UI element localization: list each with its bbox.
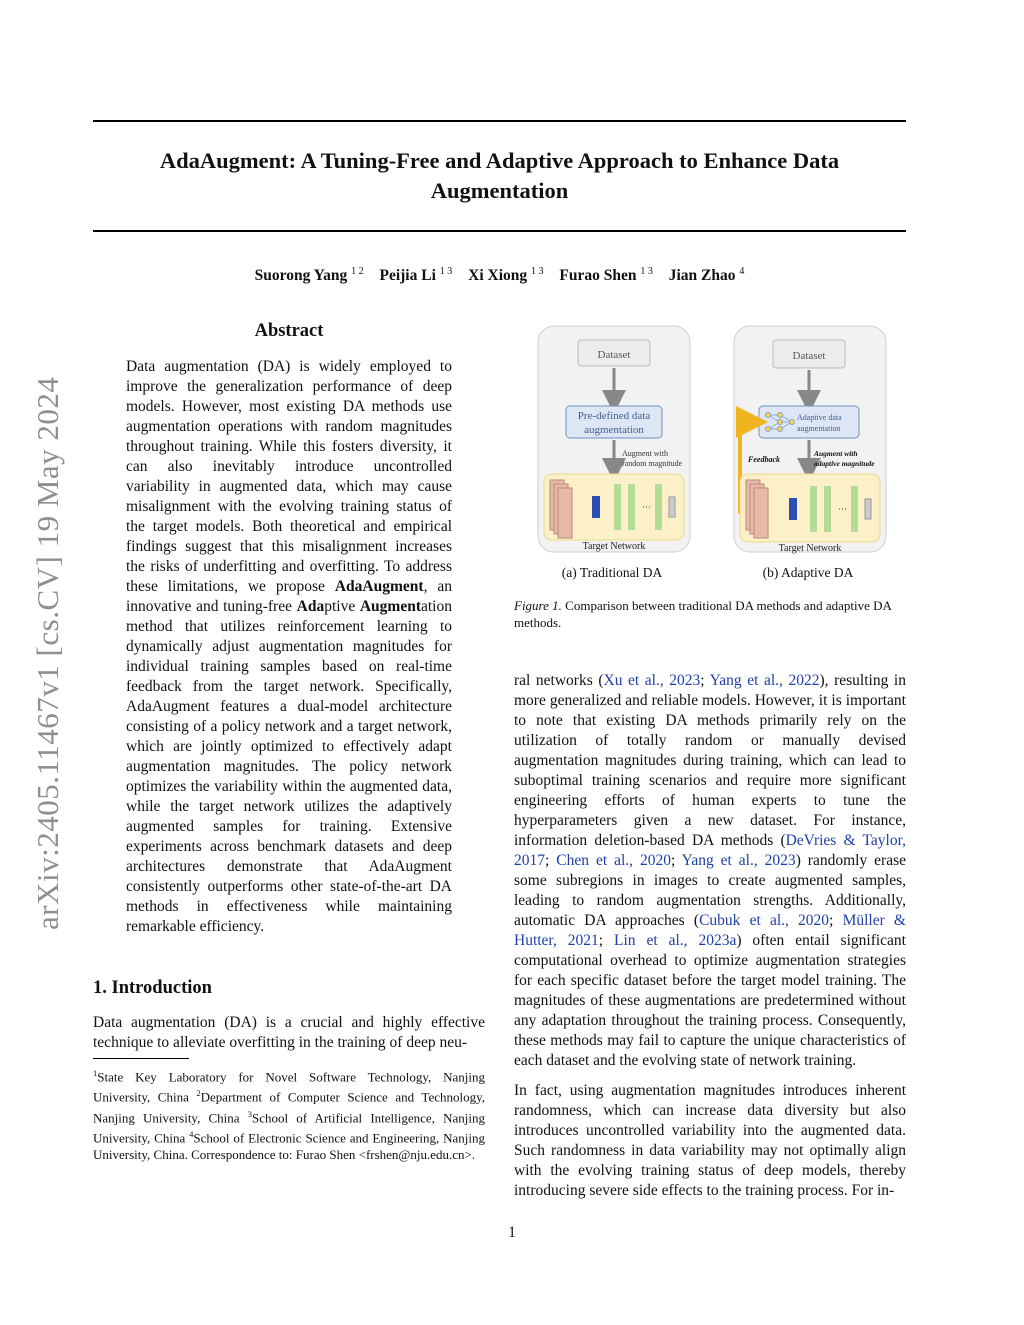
svg-text:Target Network: Target Network <box>778 543 842 554</box>
network-output <box>865 499 871 519</box>
subfigure-label-a: (a) Traditional DA <box>561 565 663 580</box>
title-bottom-rule <box>93 230 906 232</box>
dataset-label: Dataset <box>792 350 826 362</box>
footnote-rule <box>93 1058 189 1059</box>
abstract-text: Data augmentation (DA) is widely employed to improve the generalization performance of deep models. However, most existing DA methods use augmentation operations with random magnitudes throughout training. While this fosters diversity, it can also inevitably introduce uncontrolled variability in augmented data, which may cause misalignment with the evolving training status of the target models. Both theoretical and empirical findings suggest that this misalignment increases the risks of underfitting and overfitting. To address these limitations, we propose AdaAugment, an innovative and tuning-free Adaptive Augmentation method that utilizes reinforcement learning to dynamically adjust augmentation magnitudes for individual training samples based on real-time feedback from the target network. Specifically, AdaAugment features a dual-model architecture consisting of a policy network and a target network, which are jointly optimized to effectively adapt augmentation magnitudes. The policy network optimizes the variability within the augmented data, while the target network utilizes the adaptively augmented samples for training. Extensive experiments across benchmark datasets and deep architectures demonstrate that AdaAugment consistently outperforms other state-of-the-art DA methods in effectiveness while maintaining remarkable efficiency. <box>126 358 452 935</box>
augmentation-box <box>759 406 859 438</box>
citation-link[interactable]: Xu et al., 2023 <box>603 672 701 689</box>
section-heading-introduction: 1. Introduction <box>93 978 212 998</box>
ellipsis: ··· <box>838 504 847 514</box>
dataset-label: Dataset <box>597 349 631 361</box>
intro-paragraph: Data augmentation (DA) is a crucial and highly effective technique to alleviate overfitting in the training of deep neu- <box>93 1014 485 1051</box>
citation-link[interactable]: Yang et al., 2022 <box>709 672 820 689</box>
network-layer <box>754 488 768 538</box>
panel-adaptive-da <box>734 326 886 554</box>
svg-text:Adaptive data: Adaptive data <box>797 413 842 422</box>
right-column-paragraph-1: ral networks (Xu et al., 2023; Yang et al., 2022), resulting in more generalized and reliable models. However, it is important to note that existing DA methods primarily rely on the utilization of totally random or manually devised augmentation magnitudes during training, which can lead to suboptimal training scenarios and require more significant engineering efforts of human experts to tune the hyperparameters given a new dataset. For instance, information deletion-based DA methods (DeVries & Taylor, 2017; Chen et al., 2020; Yang et al., 2023) randomly erase some subregions in images to create augmented samples, leading to random augmentation strengths. Additionally, automatic DA approaches (Cubuk et al., 2020; Müller & Hutter, 2021; Lin et al., 2023a) often entail significant computational overhead to optimize augmentation strategies for each specific dataset before the target model training. The magnitudes of these augmentations are predetermined without any adaptation throughout the training process. Consequently, these methods may fail to capture the unique characteristics of each dataset and the evolving state of network training. <box>514 672 907 1069</box>
network-layer <box>851 486 858 532</box>
svg-text:Feedback: Feedback <box>748 455 780 464</box>
network-layer <box>824 486 831 532</box>
citation-link[interactable]: Yang et al., 2023 <box>681 852 796 869</box>
svg-text:Target Network: Target Network <box>582 541 646 552</box>
svg-text:Augment with: Augment with <box>814 449 858 458</box>
right-column-paragraph-2: In fact, using augmentation magnitudes introduces inherent randomness, which can increase data diversity but also introduces uncontrolled variability into the augmented data. Such randomness in data variability may not optimally align with the evolving training status of deep models, thereby introducing severe side effects to the training process. For in- <box>514 1082 906 1199</box>
citation-link[interactable]: Cubuk et al., 2020 <box>699 912 830 929</box>
network-layer <box>628 484 635 530</box>
network-layer <box>789 498 797 520</box>
svg-text:adaptive magnitude: adaptive magnitude <box>814 459 875 468</box>
page-number: 1 <box>508 1224 516 1241</box>
citation-link[interactable]: DeVries & Taylor, 2017 <box>514 832 907 869</box>
figure-caption: Figure 1. Comparison between traditional DA methods and adaptive DA methods. <box>514 598 892 630</box>
network-layer <box>614 484 621 530</box>
svg-text:Pre-defined data: Pre-defined data <box>577 410 651 422</box>
panel-traditional-da <box>538 326 690 552</box>
author: Suorong Yang $^{1 2}$ <box>254 266 364 285</box>
affiliations-footnote: $^1$State Key Laboratory for Novel Software Technology, Nanjing University, China $^2$Department of Computer Science and Technology, Nanjing University, China $^3$School of Artificial Intelligence, Nanjing University, China $^4$School of Electronic Science and Engineering, Nanjing University, China. Correspondence to: Furao Shen <frshen@nju.edu.cn>. <box>93 1068 485 1163</box>
network-layer <box>592 496 600 518</box>
subfigure-label-b: (b) Adaptive DA <box>762 565 854 580</box>
abstract-heading: Abstract <box>254 321 324 341</box>
network-layer <box>655 484 662 530</box>
author: Jian Zhao $^4$ <box>668 266 745 285</box>
figure-1 <box>514 318 906 588</box>
network-layer <box>810 486 817 532</box>
svg-text:Augment with: Augment with <box>622 449 668 458</box>
author: Peijia Li $^{1 3}$ <box>379 266 453 285</box>
author: Xi Xiong $^{1 3}$ <box>468 266 544 285</box>
citation-link[interactable]: Lin et al., 2023a <box>614 932 737 949</box>
citation-link[interactable]: Chen et al., 2020 <box>556 852 671 869</box>
citation-link[interactable]: Müller & Hutter, 2021 <box>514 912 906 949</box>
network-layer <box>558 488 572 538</box>
author-list <box>93 266 906 285</box>
top-rule <box>93 120 906 122</box>
svg-text:augmentation: augmentation <box>797 424 841 433</box>
paper-title: AdaAugment: A Tuning-Free and Adaptive Approach to Enhance Data Augmentation <box>159 148 840 203</box>
svg-text:random magnitude: random magnitude <box>622 459 683 468</box>
network-output <box>669 497 675 517</box>
svg-text:augmentation: augmentation <box>584 424 644 436</box>
author: Furao Shen $^{1 3}$ <box>559 266 653 285</box>
arxiv-identifier: arXiv:2405.11467v1 [cs.CV] 19 May 2024 <box>30 376 65 930</box>
ellipsis: ··· <box>642 502 651 512</box>
